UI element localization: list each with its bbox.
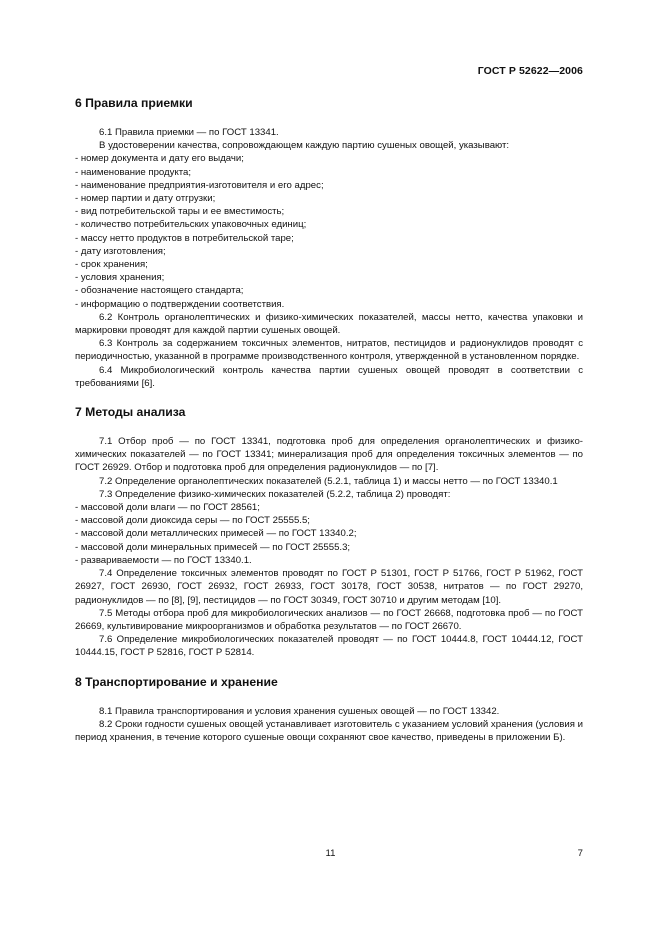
paragraph: 6.4 Микробиологический контроль качества партии сушеных овощей проводят в соответствии с требованиями [6]. bbox=[75, 364, 583, 389]
paragraph: 7.5 Методы отбора проб для микробиологических анализов — по ГОСТ 26668, подготовка проб — по ГОСТ 26669, культивирование микроорганизмов и обработка результатов — по ГОСТ 26670. bbox=[75, 607, 583, 632]
list-item: - дату изготовления; bbox=[75, 245, 166, 257]
side-page-number: 7 bbox=[577, 848, 583, 859]
list-item: - срок хранения; bbox=[75, 259, 148, 271]
paragraph: 7.6 Определение микробиологических показателей проводят — по ГОСТ 10444.8, ГОСТ 10444.12, ГОСТ 10444.15, ГОСТ Р 52816, ГОСТ Р 52814. bbox=[75, 634, 583, 659]
list-item: - вид потребительской тары и ее вместимость; bbox=[75, 206, 285, 218]
list-item: - массовой доли влаги — по ГОСТ 28561; bbox=[75, 502, 260, 514]
section-7-title: 7 Методы анализа bbox=[75, 405, 186, 420]
paragraph: 8.2 Сроки годности сушеных овощей устанавливает изготовитель с указанием условий хранения (условия и период хранения, в течение которого сушеные овощи сохраняют свое качество, приведены в приложении Б). bbox=[75, 718, 583, 743]
page-content bbox=[75, 92, 583, 744]
list-item: - массовой доли диоксида серы — по ГОСТ 25555.5; bbox=[75, 515, 310, 527]
page-number: 11 bbox=[325, 848, 336, 859]
list-item: - количество потребительских упаковочных единиц; bbox=[75, 219, 307, 231]
list-item: - массовой доли металлических примесей — по ГОСТ 13340.2; bbox=[75, 528, 357, 540]
list-item: - условия хранения; bbox=[75, 272, 165, 284]
list-item: - массовой доли минеральных примесей — по ГОСТ 25555.3; bbox=[75, 541, 351, 553]
paragraph: 7.1 Отбор проб — по ГОСТ 13341, подготовка проб для определения органолептических и физико-химических показателей — по ГОСТ 13341; минерализация проб для определения токсичных элементов — по ГОСТ 26929. Отбор и подготовка проб для определения радионуклидов — по [7]. bbox=[75, 436, 583, 474]
list-item: - номер партии и дату отгрузки; bbox=[75, 193, 216, 205]
list-item: - наименование предприятия-изготовителя и его адрес; bbox=[75, 179, 324, 191]
document-code: ГОСТ Р 52622—2006 bbox=[477, 65, 583, 77]
paragraph: 7.3 Определение физико-химических показателей (5.2.2, таблица 2) проводят: bbox=[99, 488, 451, 500]
list-item: - наименование продукта; bbox=[75, 166, 192, 178]
paragraph: 7.2 Определение органолептических показателей (5.2.1, таблица 1) и массы нетто — по ГОСТ 13340.1 bbox=[99, 475, 558, 487]
list-item: - массу нетто продуктов в потребительской таре; bbox=[75, 232, 294, 244]
list-item: - обозначение настоящего стандарта; bbox=[75, 285, 244, 297]
paragraph: 6.3 Контроль за содержанием токсичных элементов, нитратов, пестицидов и радионуклидов проводят с периодичностью, указанной в программе производственного контроля, утвержденной в установленном порядке. bbox=[75, 338, 583, 363]
list-item: - информацию о подтверждении соответствия. bbox=[75, 298, 285, 310]
paragraph: 6.1 Правила приемки — по ГОСТ 13341. bbox=[99, 127, 279, 138]
paragraph: 8.1 Правила транспортирования и условия хранения сушеных овощей — по ГОСТ 13342. bbox=[99, 705, 500, 717]
section-8-title: 8 Транспортирование и хранение bbox=[75, 674, 278, 689]
paragraph: В удостоверении качества, сопровождающем каждую партию сушеных овощей, указывают: bbox=[99, 140, 510, 152]
list-item: - развариваемости — по ГОСТ 13340.1. bbox=[75, 554, 252, 566]
section-6-title: 6 Правила приемки bbox=[75, 96, 193, 110]
list-item: - номер документа и дату его выдачи; bbox=[75, 153, 244, 165]
paragraph: 7.4 Определение токсичных элементов проводят по ГОСТ Р 51301, ГОСТ Р 51766, ГОСТ Р 51962, ГОСТ 26927, ГОСТ 26930, ГОСТ 26932, ГОСТ 26933, ГОСТ 30178, ГОСТ 30538, нитратов — по ГОСТ 29270, радионуклидов — по [8], [9], пестицидов — по ГОСТ 30349, ГОСТ 30710 и другим методам [10]. bbox=[75, 568, 583, 606]
paragraph: 6.2 Контроль органолептических и физико-химических показателей, массы нетто, качества упаковки и маркировки проводят для каждой партии сушеных овощей. bbox=[75, 311, 583, 337]
